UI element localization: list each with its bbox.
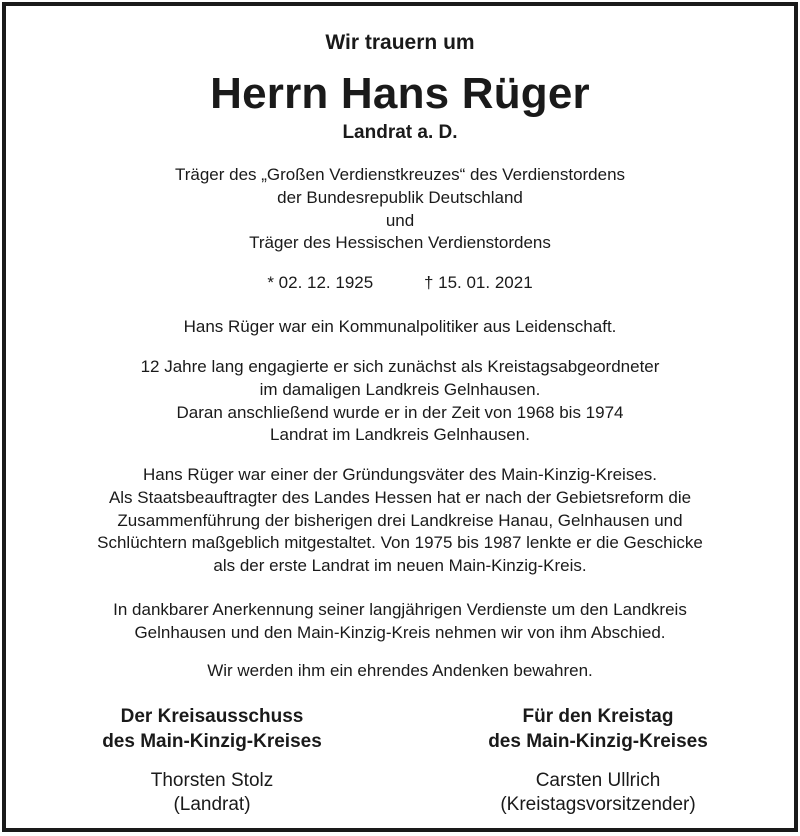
signature-role: (Kreistagsvorsitzender) xyxy=(500,794,696,815)
paragraph-line: Daran anschließend wurde er in der Zeit von 1968 bis 1974 xyxy=(176,402,624,422)
deceased-name: Herrn Hans Rüger xyxy=(210,69,590,118)
honors-line: Träger des Hessischen Verdienstordens xyxy=(249,233,551,253)
paragraph-1 xyxy=(6,316,794,339)
paragraph-line: In dankbarer Anerkennung seiner langjährigen Verdienste um den Landkreis xyxy=(113,600,687,619)
paragraph-line: Als Staatsbeauftragter des Landes Hessen hat er nach der Gebietsreform die xyxy=(108,487,692,507)
signature-person: Thorsten Stolz xyxy=(150,770,274,791)
signature-person: Carsten Ullrich xyxy=(535,770,661,791)
signature-org-line: Für den Kreistag xyxy=(522,706,674,727)
obituary-notice xyxy=(2,2,798,832)
honors-line: und xyxy=(385,210,415,230)
signature-org-line: des Main-Kinzig-Kreises xyxy=(102,731,322,752)
honors-line: Träger des „Großen Verdienstkreuzes“ des Verdienstordens xyxy=(174,165,626,184)
paragraph-line: Gelnhausen und den Main-Kinzig-Kreis nehmen wir von ihm Abschied. xyxy=(134,622,666,642)
life-dates xyxy=(6,272,794,294)
paragraph-line: Hans Rüger war einer der Gründungsväter des Main-Kinzig-Kreises. xyxy=(142,465,657,484)
paragraph-3 xyxy=(6,464,794,578)
paragraph-line: Hans Rüger war ein Kommunalpolitiker aus Leidenschaft. xyxy=(183,317,617,336)
honors-line: der Bundesrepublik Deutschland xyxy=(277,187,523,207)
paragraph-line: als der erste Landrat im neuen Main-Kinzig-Kreis. xyxy=(213,556,587,576)
signature-role: (Landrat) xyxy=(173,794,251,815)
birth-date: * 02. 12. 1925 xyxy=(267,273,374,292)
paragraph-line: Wir werden ihm ein ehrendes Andenken bewahren. xyxy=(207,661,593,680)
signature-org-line: Der Kreisausschuss xyxy=(120,706,304,727)
paragraph-line: Landrat im Landkreis Gelnhausen. xyxy=(270,425,530,445)
paragraph-5 xyxy=(6,660,794,683)
signature-org-line: des Main-Kinzig-Kreises xyxy=(488,731,708,752)
intro-line: Wir trauern um xyxy=(325,31,475,54)
paragraph-2 xyxy=(6,356,794,447)
signature-right xyxy=(438,704,758,817)
paragraph-4 xyxy=(6,599,794,645)
death-date: † 15. 01. 2021 xyxy=(423,273,533,292)
paragraph-line: Zusammenführung der bisherigen drei Landkreise Hanau, Gelnhausen und xyxy=(117,510,683,530)
paragraph-line: im damaligen Landkreis Gelnhausen. xyxy=(259,379,541,399)
deceased-title: Landrat a. D. xyxy=(342,122,458,143)
honors-block xyxy=(6,164,794,255)
paragraph-line: 12 Jahre lang engagierte er sich zunächst als Kreistagsabgeordneter xyxy=(140,357,660,376)
paragraph-line: Schlüchtern maßgeblich mitgestaltet. Von 1975 bis 1987 lenkte er die Geschicke xyxy=(97,533,703,553)
signature-left xyxy=(52,704,372,817)
